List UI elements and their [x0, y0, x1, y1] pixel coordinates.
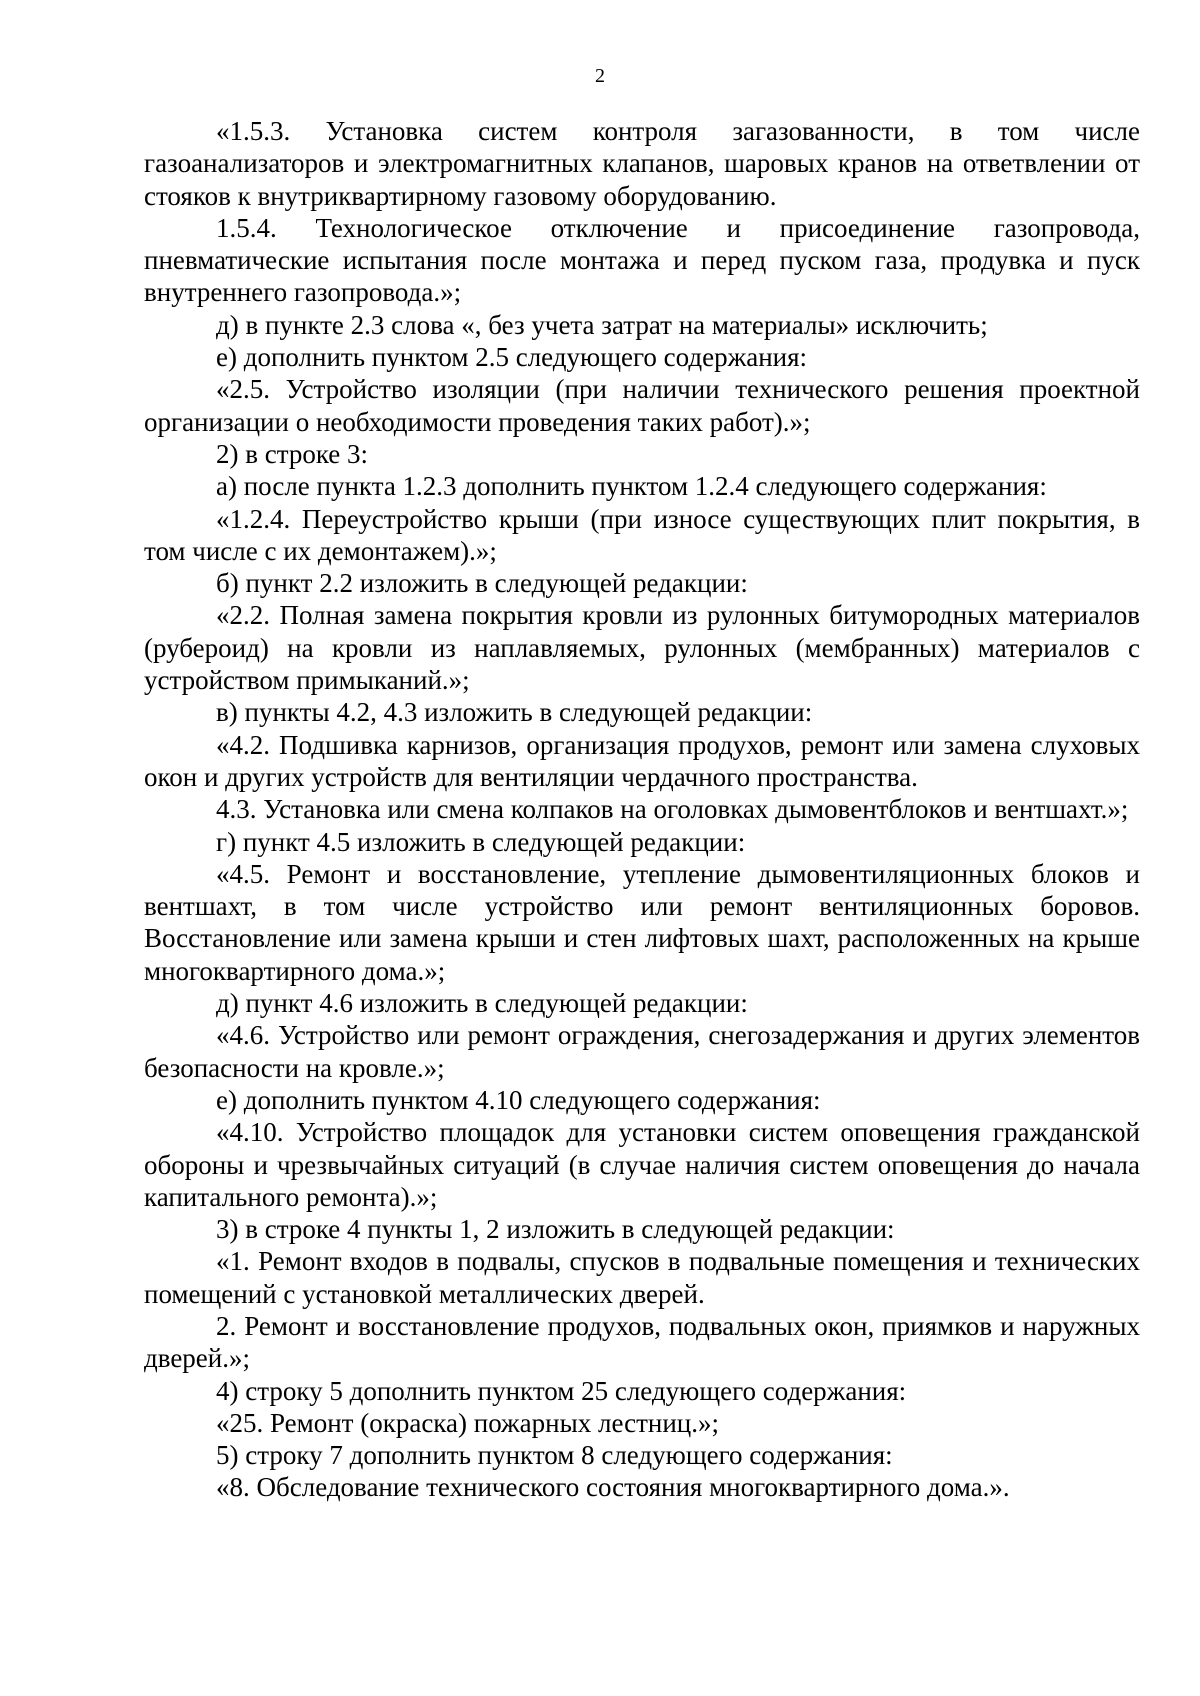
paragraph-4-5: «4.5. Ремонт и восстановление, утепление дымовентиляционных блоков и вентшахт, в том числе устройство или ремонт вентиляционных боровов. Восстановление или замена крыши и стен лифтовых шахт, расположенных на крыше многоквартирного дома.»;: [144, 858, 1140, 986]
paragraph-item-e-2-5: е) дополнить пунктом 2.5 следующего содержания:: [216, 342, 808, 373]
paragraph-item-a-1-2-4: а) после пункта 1.2.3 дополнить пунктом 1.2.4 следующего содержания:: [216, 471, 1047, 502]
paragraph-row-4-item-1: «1. Ремонт входов в подвалы, спусков в подвальные помещения и технических помещений с установкой металлических дверей.: [144, 1246, 1140, 1309]
paragraph-row-7: 5) строку 7 дополнить пунктом 8 следующего содержания:: [216, 1440, 893, 1471]
paragraph-item-e-4-10: е) дополнить пунктом 4.10 следующего содержания:: [216, 1084, 821, 1115]
paragraph-4-10: «4.10. Устройство площадок для установки систем оповещения гражданской обороны и чрезвычайных ситуаций (в случае наличия систем оповещения до начала капитального ремонта).»;: [144, 1117, 1140, 1212]
paragraph-1-5-4: 1.5.4. Технологическое отключение и присоединение газопровода, пневматические испытания после монтажа и перед пуском газа, продувка и пуск внутреннего газопровода.»;: [144, 212, 1140, 308]
paragraph-row-4: 3) в строке 4 пункты 1, 2 изложить в следующей редакции:: [216, 1214, 895, 1245]
paragraph-item-b-2-2: б) пункт 2.2 изложить в следующей редакции:: [216, 568, 748, 599]
paragraph-row-4-item-2: 2. Ремонт и восстановление продухов, подвальных окон, приямков и наружных дверей.»;: [144, 1310, 1140, 1374]
paragraph-row-5: 4) строку 5 дополнить пунктом 25 следующего содержания:: [216, 1375, 907, 1406]
page-number: 2: [595, 65, 605, 87]
paragraph-1-2-4: «1.2.4. Переустройство крыши (при износе существующих плит покрытия, в том числе с их демонтажем).»;: [144, 503, 1140, 566]
paragraph-row-3: 2) в строке 3:: [216, 438, 369, 469]
paragraph-row-5-item-25: «25. Ремонт (окраска) пожарных лестниц.»;: [216, 1407, 720, 1438]
paragraph-item-d-4-6: д) пункт 4.6 изложить в следующей редакции:: [216, 988, 748, 1019]
paragraph-2-5: «2.5. Устройство изоляции (при наличии технического решения проектной организации о необходимости проведения таких работ).»;: [144, 374, 1140, 437]
paragraph-item-g-4-5: г) пункт 4.5 изложить в следующей редакции:: [216, 826, 746, 857]
paragraph-2-2: «2.2. Полная замена покрытия кровли из рулонных битумородных материалов (рубероид) на кровли из наплавляемых, рулонных (мембранных) материалов с устройством примыканий.»;: [144, 600, 1140, 696]
paragraph-4-2: «4.2. Подшивка карнизов, организация продухов, ремонт или замена слуховых окон и других устройств для вентиляции чердачного пространства.: [144, 729, 1140, 792]
document-body: [144, 115, 1140, 1504]
paragraph-4-6: «4.6. Устройство или ремонт ограждения, снегозадержания и других элементов безопасности на кровле.»;: [144, 1020, 1140, 1083]
paragraph-1-5-3: «1.5.3. Установка систем контроля загазованности, в том числе газоанализаторов и электромагнитных клапанов, шаровых кранов на ответвлении от стояков к внутриквартирному газовому оборудованию.: [144, 116, 1140, 211]
paragraph-4-3: 4.3. Установка или смена колпаков на оголовках дымовентблоков и вентшахт.»;: [216, 794, 1129, 825]
paragraph-item-v-4-2-4-3: в) пункты 4.2, 4.3 изложить в следующей редакции:: [216, 697, 813, 728]
paragraph-row-7-item-8: «8. Обследование технического состояния многоквартирного дома.».: [216, 1472, 1010, 1503]
paragraph-item-d-2-3: д) в пункте 2.3 слова «, без учета затрат на материалы» исключить;: [216, 309, 988, 340]
